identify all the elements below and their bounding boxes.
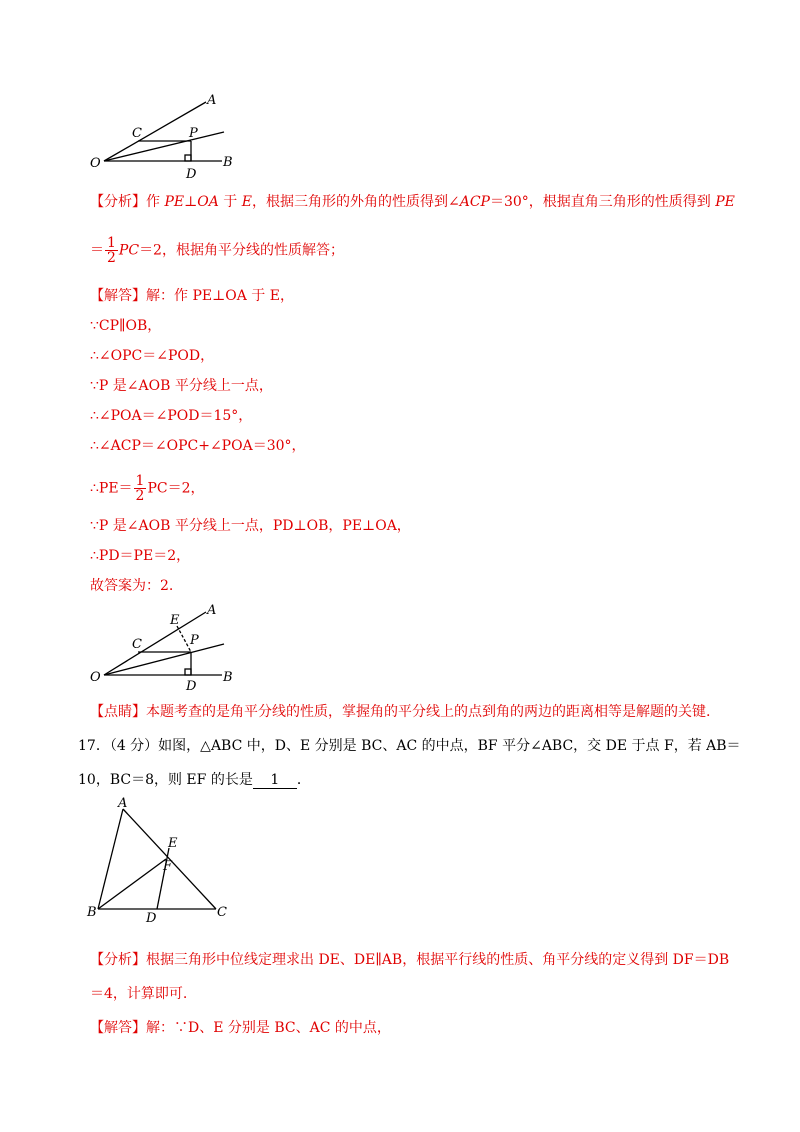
solution-1-step-9: ∴PD＝PE＝2， (90, 548, 191, 564)
comment-tag: 【点睛】 (90, 704, 146, 720)
solution-1-step-2: ∵CP∥OB， (90, 318, 162, 334)
answer-blank: 1 (253, 772, 297, 789)
fig2-label-P: P (190, 633, 199, 648)
fig3-label-A: A (118, 796, 128, 811)
solution-1-step-7: ∴PE＝ $\frac{1}{2}$ PC＝2， (90, 473, 205, 504)
fig2-label-D: D (186, 679, 197, 693)
solution-tag: 【解答】 (90, 1020, 146, 1036)
fig1-label-B: B (223, 155, 233, 170)
fig3-label-F: F (163, 859, 173, 874)
fig3-label-E: E (168, 836, 178, 851)
fig3-label-C: C (217, 905, 227, 920)
analysis-tag: 【分析】 (90, 194, 146, 210)
fig1-label-A: A (207, 93, 217, 108)
fig1-label-O: O (90, 156, 101, 171)
analysis-17-line-1: 【分析】根据三角形中位线定理求出 DE、DE∥AB，根据平行线的性质、角平分线的定义得到 DF＝DB (90, 952, 730, 968)
fig1-label-C: C (132, 126, 142, 141)
fig2-label-A: A (207, 603, 217, 618)
solution-1-step-4: ∵P 是∠AOB 平分线上一点， (90, 378, 273, 394)
figure-triangle-abc (80, 795, 250, 925)
problem-17-line-1: 17．（4 分）如图，△ABC 中，D、E 分别是 BC、AC 的中点，BF 平分∠ABC，交 DE 于点 F，若 AB＝ (78, 738, 741, 754)
fraction-one-half: $\frac{1}{2}$ (107, 235, 116, 266)
analysis-1-line-1: 【分析】作 PE⊥OA 于 E，根据三角形的外角的性质得到∠ACP＝30°，根据直角三角形的性质得到 PE (90, 194, 735, 210)
solution-1-step-3: ∴∠OPC＝∠POD， (90, 348, 215, 364)
solution-1-step-8: ∵P 是∠AOB 平分线上一点，PD⊥OB，PE⊥OA， (90, 518, 411, 534)
analysis-1-line-2: ＝ $\frac{1}{2}$ PC＝2，根据角平分线的性质解答； (90, 235, 344, 266)
fig2-label-B: B (223, 670, 233, 685)
comment-1: 【点睛】本题考查的是角平分线的性质，掌握角的平分线上的点到角的两边的距离相等是解题的关键. (90, 704, 711, 720)
solution-1-step-6: ∴∠ACP＝∠OPC+∠POA＝30°， (90, 438, 306, 454)
fig3-label-D: D (146, 911, 157, 925)
figure-angle-bisector-1 (80, 90, 250, 185)
fig2-label-O: O (90, 670, 101, 685)
problem-17-line-2: 10，BC＝8，则 EF 的长是 1 ． (78, 772, 311, 788)
solution-1-step-5: ∴∠POA＝∠POD＝15°， (90, 408, 253, 424)
figure-angle-bisector-2 (80, 598, 250, 693)
solution-tag: 【解答】 (90, 288, 146, 304)
solution-1-step-1: 【解答】解：作 PE⊥OA 于 E， (90, 288, 294, 304)
fig1-label-P: P (189, 126, 198, 141)
solution-1-answer: 故答案为：2. (90, 578, 174, 594)
fraction-one-half: $\frac{1}{2}$ (135, 473, 145, 504)
solution-17-line-1: 【解答】解：∵D、E 分别是 BC、AC 的中点， (90, 1020, 391, 1036)
fig2-label-E: E (170, 613, 180, 628)
fig1-label-D: D (186, 167, 197, 182)
analysis-17-line-2: ＝4，计算即可. (90, 986, 188, 1002)
analysis-tag: 【分析】 (90, 952, 146, 968)
fig3-label-B: B (87, 905, 97, 920)
fig2-label-C: C (132, 637, 142, 652)
